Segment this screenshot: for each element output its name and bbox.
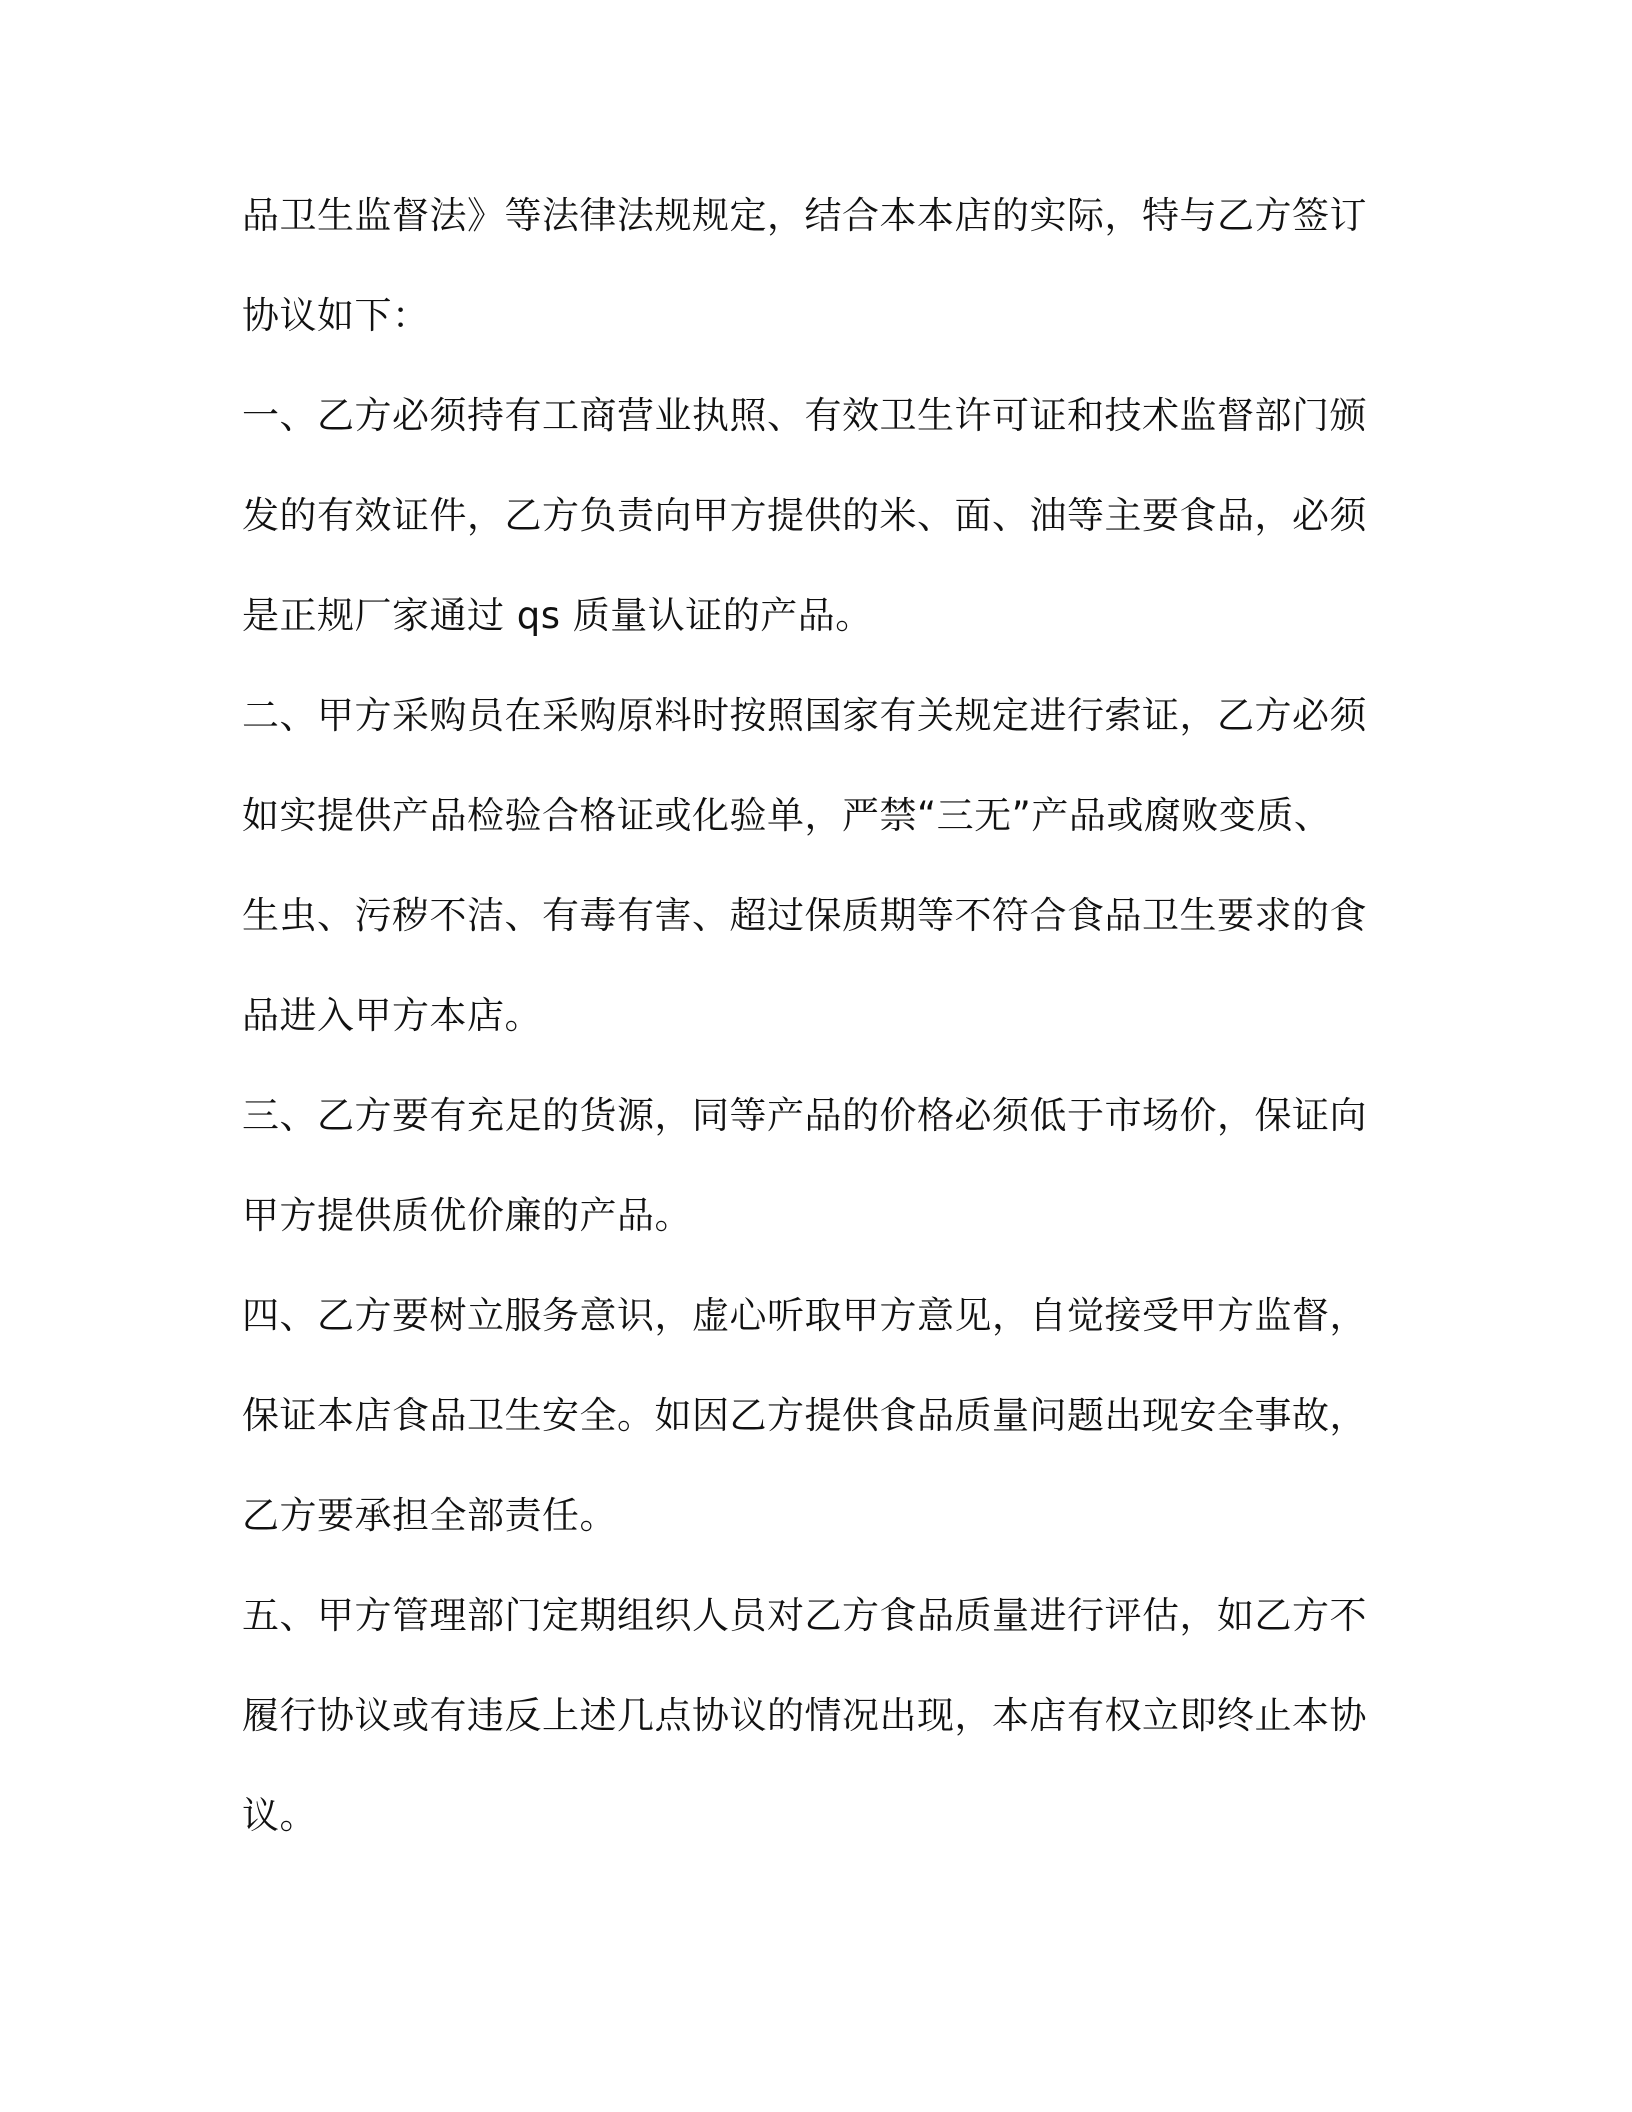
text-line: 如实提供产品检验合格证或化验单，严禁“三无”产品或腐败变质、 <box>242 794 1332 837</box>
text-line: 保证本店食品卫生安全。如因乙方提供食品质量问题出现安全事故， <box>242 1394 1367 1437</box>
clause-4-line: 四、乙方要树立服务意识，虚心听取甲方意见，自觉接受甲方监督， <box>242 1294 1367 1337</box>
clause-1-line: 一、乙方必须持有工商营业执照、有效卫生许可证和技术监督部门颁 <box>242 394 1367 437</box>
clause-2-line: 二、甲方采购员在采购原料时按照国家有关规定进行索证，乙方必须 <box>242 694 1367 737</box>
text-line: 发的有效证件，乙方负责向甲方提供的米、面、油等主要食品，必须 <box>242 494 1367 537</box>
text-line: 品卫生监督法》等法律法规规定，结合本本店的实际，特与乙方签订 <box>242 194 1367 237</box>
text-line: 协议如下： <box>242 294 430 337</box>
text-line: 生虫、污秽不洁、有毒有害、超过保质期等不符合食品卫生要求的食 <box>242 894 1367 937</box>
text-line: 乙方要承担全部责任。 <box>242 1494 617 1537</box>
clause-3-line: 三、乙方要有充足的货源，同等产品的价格必须低于市场价，保证向 <box>242 1094 1367 1137</box>
text-line: 议。 <box>242 1794 317 1837</box>
text-line: 甲方提供质优价廉的产品。 <box>242 1194 692 1237</box>
text-line: 履行协议或有违反上述几点协议的情况出现，本店有权立即终止本协 <box>242 1694 1367 1737</box>
clause-5-line: 五、甲方管理部门定期组织人员对乙方食品质量进行评估，如乙方不 <box>242 1594 1367 1637</box>
text-line: 品进入甲方本店。 <box>242 994 542 1037</box>
text-line: 是正规厂家通过 qs 质量认证的产品。 <box>242 594 873 637</box>
